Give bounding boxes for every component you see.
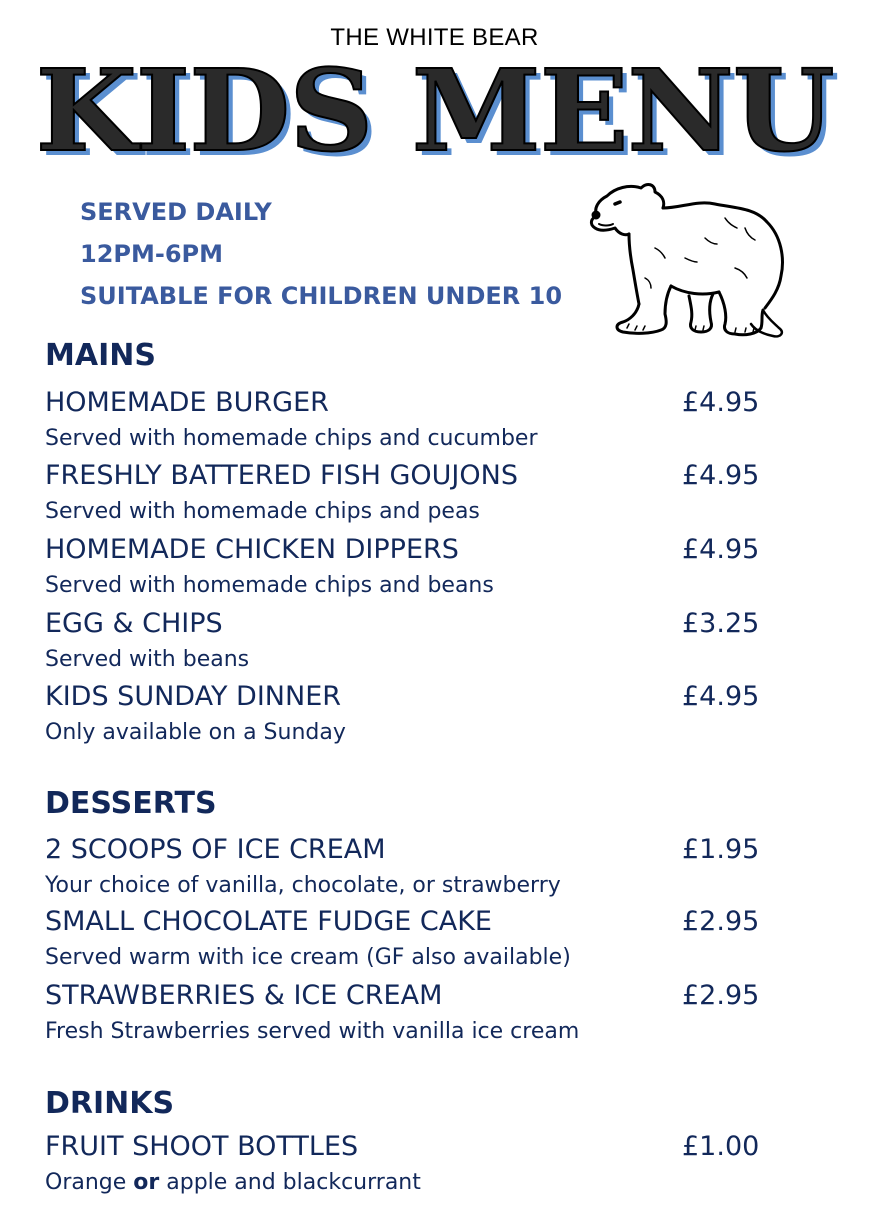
item-name: EGG & CHIPS xyxy=(45,608,223,639)
item-price: £1.00 xyxy=(682,1131,760,1162)
item-description: Served warm with ice cream (GF also available) xyxy=(45,945,571,970)
venue-name: THE WHITE BEAR xyxy=(330,24,539,51)
item-description: Served with homemade chips and beans xyxy=(45,573,494,598)
desc-part: Orange xyxy=(45,1170,134,1195)
menu-title: KIDS MENU xyxy=(35,46,834,177)
item-price: £3.25 xyxy=(682,608,760,639)
item-description: Only available on a Sunday xyxy=(45,720,346,745)
item-price: £4.95 xyxy=(682,387,760,418)
item-price: £2.95 xyxy=(682,980,760,1011)
service-hours: 12PM-6PM xyxy=(80,240,224,268)
item-name: STRAWBERRIES & ICE CREAM xyxy=(45,980,443,1011)
section-title-desserts: DESSERTS xyxy=(45,786,217,821)
item-name: HOMEMADE CHICKEN DIPPERS xyxy=(45,534,459,565)
item-price: £2.95 xyxy=(682,906,760,937)
desc-part: apple and blackcurrant xyxy=(159,1170,421,1195)
item-price: £1.95 xyxy=(682,834,760,865)
item-description: Served with homemade chips and peas xyxy=(45,499,480,524)
item-name: FRUIT SHOOT BOTTLES xyxy=(45,1131,359,1162)
item-price: £4.95 xyxy=(682,460,760,491)
item-name: SMALL CHOCOLATE FUDGE CAKE xyxy=(45,906,492,937)
service-info xyxy=(80,195,562,321)
polar-bear-icon xyxy=(585,178,790,344)
item-name: HOMEMADE BURGER xyxy=(45,387,329,418)
age-suitability: SUITABLE FOR CHILDREN UNDER 10 xyxy=(80,282,563,310)
item-description: Fresh Strawberries served with vanilla ice cream xyxy=(45,1019,580,1044)
item-description: Served with homemade chips and cucumber xyxy=(45,426,538,451)
item-description xyxy=(45,1170,421,1195)
desc-emphasis: or xyxy=(133,1170,160,1195)
item-description: Served with beans xyxy=(45,647,250,672)
service-days: SERVED DAILY xyxy=(80,198,272,226)
item-name: FRESHLY BATTERED FISH GOUJONS xyxy=(45,460,518,491)
section-title-drinks: DRINKS xyxy=(45,1086,175,1121)
item-name: 2 SCOOPS OF ICE CREAM xyxy=(45,834,386,865)
section-title-mains: MAINS xyxy=(45,338,156,373)
item-price: £4.95 xyxy=(682,534,760,565)
item-price: £4.95 xyxy=(682,681,760,712)
item-name: KIDS SUNDAY DINNER xyxy=(45,681,342,712)
item-description: Your choice of vanilla, chocolate, or strawberry xyxy=(45,873,561,898)
